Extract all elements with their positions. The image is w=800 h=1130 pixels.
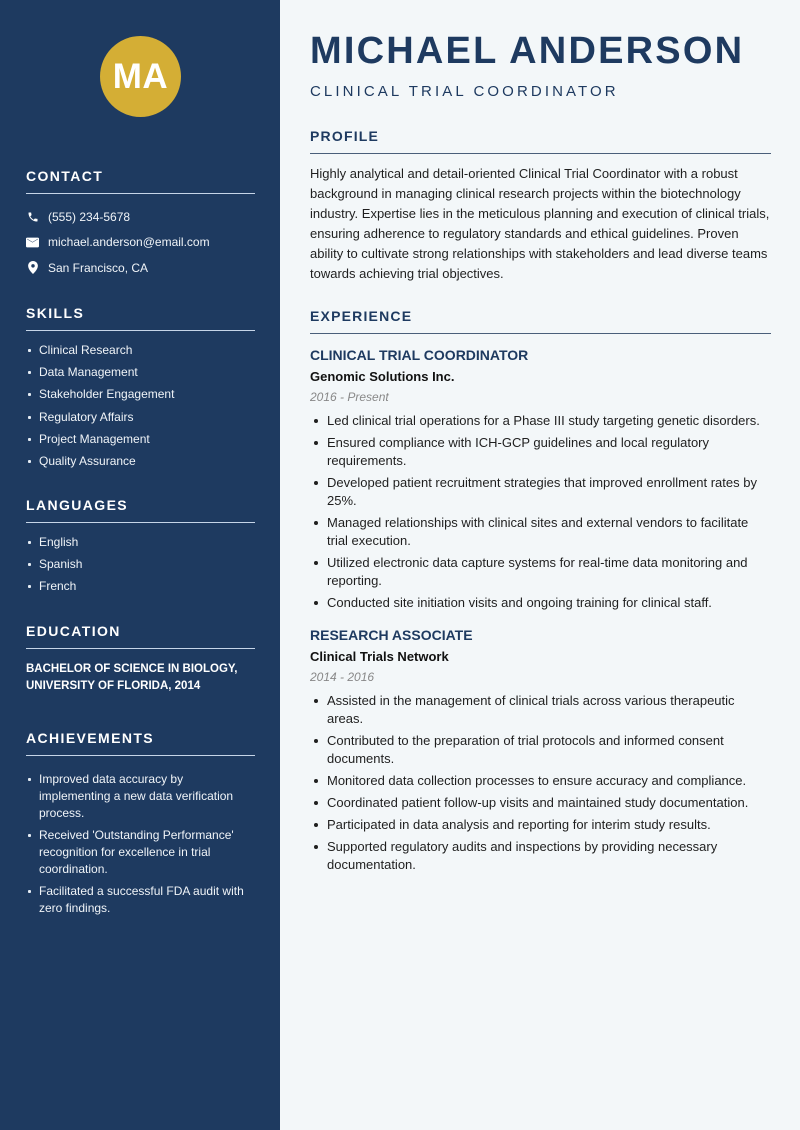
language-item: English [26, 534, 255, 551]
language-item: Spanish [26, 556, 255, 573]
job-bullet: Coordinated patient follow-up visits and maintained study documentation. [310, 794, 771, 812]
job-bullets [310, 692, 771, 874]
achievements-heading: ACHIEVEMENTS [26, 730, 255, 756]
job-bullet: Ensured compliance with ICH-GCP guidelines and local regulatory requirements. [310, 434, 771, 470]
skill-item: Stakeholder Engagement [26, 386, 255, 403]
achievement-item: Facilitated a successful FDA audit with zero findings. [26, 883, 255, 917]
email-link[interactable]: michael.anderson@email.com [48, 235, 210, 250]
skill-item: Clinical Research [26, 342, 255, 359]
candidate-title: CLINICAL TRIAL COORDINATOR [310, 83, 619, 100]
job-bullet: Managed relationships with clinical sites and external vendors to facilitate trial execution. [310, 514, 771, 550]
profile-heading: PROFILE [310, 128, 771, 154]
job-bullet: Contributed to the preparation of trial protocols and informed consent documents. [310, 732, 771, 768]
contact-heading: CONTACT [26, 168, 255, 194]
job-bullet: Supported regulatory audits and inspections by providing necessary documentation. [310, 838, 771, 874]
contact-location [26, 255, 255, 281]
skill-item: Project Management [26, 431, 255, 448]
achievements-section [26, 730, 255, 923]
achievement-item: Improved data accuracy by implementing a new data verification process. [26, 771, 255, 822]
job-bullet: Assisted in the management of clinical trials across various therapeutic areas. [310, 692, 771, 728]
achievements-list [26, 771, 255, 917]
experience-section [310, 308, 771, 878]
education-section [26, 623, 255, 695]
profile-section [310, 128, 771, 284]
phone-text: (555) 234-5678 [48, 209, 131, 224]
sidebar [0, 0, 280, 1130]
skill-item: Data Management [26, 364, 255, 381]
job-bullet: Participated in data analysis and reporting for interim study results. [310, 816, 771, 834]
languages-heading: LANGUAGES [26, 497, 255, 523]
languages-list [26, 534, 255, 595]
contact-section [26, 168, 255, 281]
education-degree [26, 661, 255, 695]
education-line-1: BACHELOR OF SCIENCE IN BIOLOGY, [26, 663, 238, 675]
skill-item: Regulatory Affairs [26, 409, 255, 426]
contact-list [26, 204, 255, 281]
education-heading: EDUCATION [26, 623, 255, 649]
location-text: San Francisco, CA [48, 260, 149, 275]
job-dates: 2016 - Present [310, 390, 389, 404]
experience-heading: EXPERIENCE [310, 308, 771, 334]
achievement-item: Received 'Outstanding Performance' recognition for excellence in trial coordination. [26, 827, 255, 878]
job-company: Clinical Trials Network [310, 649, 449, 664]
avatar [100, 36, 181, 117]
job-bullet: Developed patient recruitment strategies that improved enrollment rates by 25%. [310, 474, 771, 510]
job-role: CLINICAL TRIAL COORDINATOR [310, 347, 529, 363]
candidate-name: MICHAEL ANDERSON [310, 30, 745, 72]
skills-heading: SKILLS [26, 305, 255, 331]
skills-section [26, 305, 255, 475]
email-icon [26, 236, 39, 249]
job-bullet: Conducted site initiation visits and ongoing training for clinical staff. [310, 594, 771, 612]
skills-list [26, 342, 255, 470]
job-bullets [310, 412, 771, 612]
avatar-initials: MA [112, 56, 169, 96]
job-bullet: Led clinical trial operations for a Phase III study targeting genetic disorders. [310, 412, 771, 430]
language-item: French [26, 578, 255, 595]
contact-phone [26, 204, 255, 230]
job-dates: 2014 - 2016 [310, 670, 375, 684]
job-role: RESEARCH ASSOCIATE [310, 627, 473, 643]
education-line-2: UNIVERSITY OF FLORIDA, 2014 [26, 680, 201, 692]
job-bullet: Utilized electronic data capture systems for real-time data monitoring and reporting. [310, 554, 771, 590]
location-pin-icon [26, 261, 39, 274]
job-company: Genomic Solutions Inc. [310, 369, 455, 384]
skill-item: Quality Assurance [26, 453, 255, 470]
job-bullet: Monitored data collection processes to ensure accuracy and compliance. [310, 772, 771, 790]
phone-icon [26, 210, 39, 223]
job-entry [310, 346, 771, 612]
job-entry [310, 626, 771, 874]
contact-email [26, 230, 255, 256]
languages-section [26, 497, 255, 601]
profile-text: Highly analytical and detail-oriented Clinical Trial Coordinator with a robust background in managing clinical research projects within the biotechnology industry. Expertise lies in the meticulous planning and execution of clinical trials, ensuring adherence to regulatory standards and ethical guidelines. Proven ability to cultivate strong relationships with stakeholders and lead diverse teams towards achieving trial objectives. [310, 166, 770, 281]
